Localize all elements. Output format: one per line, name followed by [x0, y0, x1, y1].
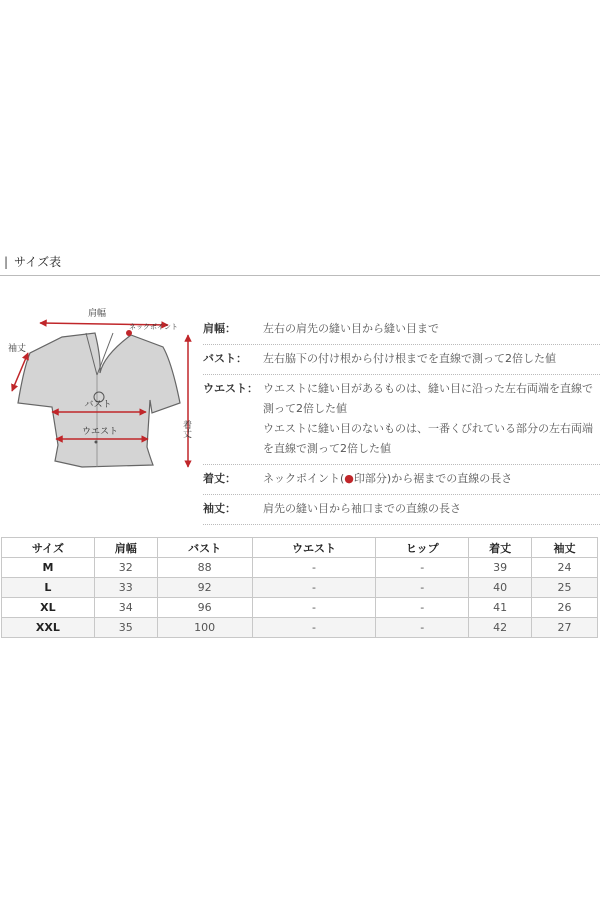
definition-term: バスト： [203, 352, 247, 365]
table-cell: 25 [532, 578, 598, 598]
table-cell: - [252, 578, 376, 598]
definition-sleeve [203, 495, 600, 525]
size-cell: M [2, 558, 95, 578]
size-cell: L [2, 578, 95, 598]
definition-term: 袖丈： [203, 502, 236, 515]
table-cell: - [252, 558, 376, 578]
column-header: ウエスト [252, 538, 376, 558]
table-cell: 27 [532, 618, 598, 638]
neckpoint-label: ネックポイント [129, 323, 178, 331]
table-cell: 100 [157, 618, 252, 638]
definition-text: 左右の肩先の縫い目から縫い目まで [263, 322, 439, 335]
table-cell: 33 [94, 578, 157, 598]
definition-shoulder [203, 315, 600, 345]
measurement-definitions [203, 315, 600, 525]
size-table [1, 537, 598, 638]
column-header: 袖丈 [532, 538, 598, 558]
bust-label: バスト [84, 400, 112, 410]
table-header-row [2, 538, 598, 558]
table-cell: 24 [532, 558, 598, 578]
table-row [2, 558, 598, 578]
definition-term: 着丈： [203, 472, 236, 485]
title-rule [0, 275, 600, 276]
section-title-text: サイズ表 [14, 255, 62, 269]
garment-diagram [0, 295, 200, 485]
definition-term: 肩幅： [203, 322, 236, 335]
definition-term: ウエスト： [203, 382, 258, 395]
waist-label: ウエスト [81, 427, 119, 437]
table-cell: 32 [94, 558, 157, 578]
column-header: 肩幅 [94, 538, 157, 558]
definition-text: 測って2倍した値 [263, 402, 347, 415]
table-cell: - [376, 558, 469, 578]
table-cell: 40 [469, 578, 532, 598]
table-cell: - [376, 598, 469, 618]
table-cell: 35 [94, 618, 157, 638]
table-cell: 26 [532, 598, 598, 618]
table-cell: 42 [469, 618, 532, 638]
definition-length [203, 465, 600, 495]
column-header: バスト [157, 538, 252, 558]
table-cell: - [376, 618, 469, 638]
column-header: サイズ [2, 538, 95, 558]
size-cell: XXL [2, 618, 95, 638]
table-cell: - [376, 578, 469, 598]
table-cell: 88 [157, 558, 252, 578]
table-row [2, 618, 598, 638]
table-cell: 34 [94, 598, 157, 618]
table-row [2, 578, 598, 598]
table-cell: 41 [469, 598, 532, 618]
table-cell: 39 [469, 558, 532, 578]
table-row [2, 598, 598, 618]
definition-text: を直線で測って2倍した値 [263, 442, 391, 455]
column-header: 着丈 [469, 538, 532, 558]
column-header: ヒップ [376, 538, 469, 558]
definition-waist [203, 375, 600, 465]
table-cell: 96 [157, 598, 252, 618]
definition-text: ウエストに縫い目のないものは、一番くびれている部分の左右両端 [263, 422, 593, 435]
definition-text: ウエストに縫い目があるものは、縫い目に沿った左右両端を直線で [263, 382, 593, 395]
table-cell: 92 [157, 578, 252, 598]
table-cell: - [252, 598, 376, 618]
title-bar: | [4, 255, 9, 269]
definition-text: 肩先の縫い目から袖口までの直線の長さ [263, 502, 461, 515]
size-cell: XL [2, 598, 95, 618]
table-cell: - [252, 618, 376, 638]
length-label: 着丈 [181, 420, 191, 438]
section-title [4, 253, 61, 270]
sleeve-label: 袖丈 [8, 344, 27, 354]
red-dot-icon: ● [344, 472, 354, 485]
shoulder-label: 肩幅 [87, 309, 107, 319]
definition-bust [203, 345, 600, 375]
definition-text: 左右脇下の付け根から付け根までを直線で測って2倍した値 [263, 352, 556, 365]
definition-text: ネックポイント(●印部分)から裾までの直線の長さ [263, 472, 513, 485]
